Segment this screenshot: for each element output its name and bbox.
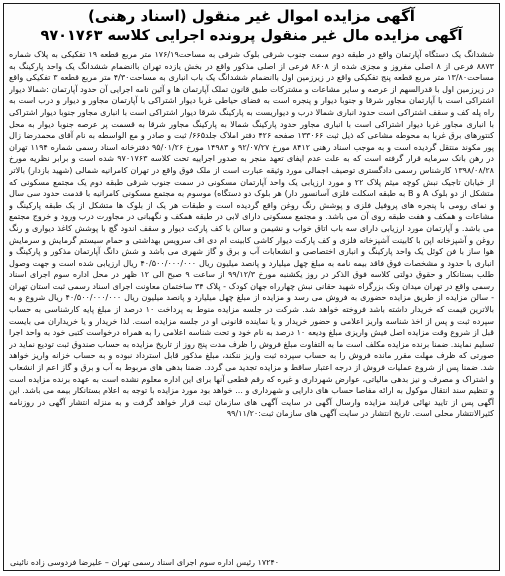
notice-body: ششدانگ یک دستگاه آپارتمان واقع در طبقه دوم سمت جنوب شرقی بلوک شرقی به مساحت۱۷۶/۱۹ متر مربع قطعه ۱۹ تفکیکی به پلاک شماره ۸۸۷۳ فرعی از ۸ اصلی مفروز و مجزی شده از ۸۶۰۸ فرعی از اصلی مذکور واقع در بخش یازده تهران باانضمام ششدانگ یک واحد پارکینگ به مساحت۱۳/۸۰ متر مربع قطعه پنج تفکیکی واقع در زیرزمین اول باانضمام ششدانگ یک باب انباری به مساحت۴/۳۰ متر مربع قطعه ۳ تفکیکی واقع در زیرزمین اول با قدرالسهم از عرصه و سایر مشاعات و مشترکات طبق قانون تملک آپارتمان ها و آئین نامه اجرایی آن حدود آپارتمان :شمالا دیوار اشتراکی است با آپارتمان مجاور شرقا و جنوبا دیوار و پنجره است به فضای حیاطی غربا دیوار اشتراکی با آپارتمان مجاور و دیوار و درب است به راه پله کف و سقف اشتراکی است حدود انباری شمالا درب و دیواریست به پارکینگ شرقا دیوار اشتراکی است با انباری مجاور جنوبا دیوار اشتراکی با انباری مجاور غربا دیوار اشتراکی است با انباری مجاور حدود پارکینگ شمالا به پارکینگ مجاور شرقا به قسمت پر عرصه جنوبا دیوار به محل کنتورهای برق غربا به محوطه مشاعی که ذیل ثبت ۱۳۳۰۶۶ صفحه ۴۲۶ دفتر املاک جلد۶۶۵/ ثبت و صادر و مع الواسطه به نام آقای محمدرضا زال پور مکوند منتقل گردیده است و به موجب اسناد رهنی ۸۴۱۲ مورخ ۹۲/۰۷/۲۷ و ۱۴۹۸۳ مورخ ۹۵/۰۱/۲۶ دفترخانه اسناد رسمی شماره ۱۱۹۴ تهران در رهن بانک سرمایه قرار گرفته است که به علت عدم ایفای تعهد منجر به صدور اجراییه تحت کلاسه ۹۷۰۱۷۶۳ شده است و برابر نظریه مورخ ۱۳۹۸/۰۸/۲۸ کارشناس رسمی دادگستری توصیف اجمالی مورد وثیقه عبارت است از ملک فوق واقع در تهران کامرانیه شمالی (شهید بازدار) بالاتر از خیابان تاجیک نبش کوچه میثم پلاک ۲۲ و مورد ارزیابی یک واحد آپارتمان مسکونی در سمت جنوب شرقی طبقه دوم یک مجتمع مسکونی که متشکل از دو بلوک A و B به طبقه اسکلت فلزی آسانسور دار) هر بلوک دو دستگاه) موسوم به مجتمع مسکونی کامرانیه با قدمت حدود سی سال و نمای رومی با پنجره های پروفیل فلزی و پوشش رنگ روغن واقع گردیده است و طبقات هر یک از بلوک ها متشکل از یک طبقه پارکینگ و مشاعات و همکف و هفت طبقه روی آن می باشد. و مجتمع مسکونی دارای لابی در طبقه همکف و نگهبانی در مجاورت درب ورود و خروج مجتمع می باشد. و آپارتمان مورد ارزیابی دارای سه باب اتاق خواب و نشیمن و سالن با کف پارکت دیوار و سقف اندود گچ با پوشش کاغذ دیواری و رنگ روغن و آشپزخانه اپن با کابینت آشپزخانه فلزی و کف پارکت دیوار کاشی کابینت ام دی اف سرویس بهداشتی و حمام سیستم گرمایش و سرمایش هوا ساز با فن کوئل یک واحد پارکینگ و انباری اختصاصی و انشعابات آب و برق و گاز شهری می باشد و شش دانگ آپارتمان مذکور و پارکینگ و انباری با حدود و مشخصات فوق فاقد بیمه نامه به مبلغ چهل میلیارد و پانصد میلیون ریال ۴۰/۵۰۰/۰۰۰/۰۰۰ ریال ارزیابی شده است و جهت وصول طلب بستانکار و حقوق دولتی کلاسه فوق الذکر در روز یکشنبه مورخ ۹۹/۱۲/۳ از ساعت ۹ صبح الی ۱۲ ظهر در محل اداره سوم اجرای اسناد رسمی واقع در تهران میدان ونک بزرگراه شهید حقانی نبش چهارراه جهان کودک - پلاک ۳۴ ساختمان معاونت اجرای اسناد رسمی ثبت استان تهران - سالن مزایده از طریق مزایده حضوری به فروش می رسد و مزایده از مبلغ چهل میلیارد و پانصد میلیون ریال ۴۰/۵۰۰/۰۰۰/۰۰۰ ریال شروع و به بالاترین قیمت که خریدار داشته باشد فروخته خواهد شد. شرکت در جلسه مزایده منوط به پرداخت ۱۰ درصد از مبلغ پایه کارشناسی به حساب سپرده ثبت و پس از اخذ شناسه واریز اعلامی و حضور خریدار و یا نماینده قانونی او در جلسه مزایده است. لذا خریدار و یا خریداران می بایست قبل از شروع وقت مزایده اصل فیش واریزی مبلغ ودیعه ۱۰ درصد به نام خود و تحت شناسه اعلامی را به همراه درخواست کتبی خود به واحد اجرا تسلیم نمایند. ضمنا برنده مزایده مکلف است ما به التفاوت مبلغ فروش را ظرف مدت پنج روز از تاریخ مزایده به حساب صندوق ثبت تودیع نماید در صورتی که ظرف مهلت مقرر مانده فروش را به حساب سپرده ثبت واریز ننکند، مبلغ مذکور قابل استرداد نبوده و به حساب خزانه واریز خواهد شد. ضمنا پس از شروع عملیات فروش از درجه اعتبار ساقط و مزایده تجدید می گردد. ضمنا بدهی های مربوط به آب و برق و گاز اعم از انشعاب و اشتراک و مصرف و نیز بدهی مالیاتی، عوارض شهرداری و غیره که رقم قطعی آنها برای این اداره معلوم نشده است به عهده برنده مزایده است و تنظیم سند انتقال موکول به ارائه مفاصا حساب های دارایی و شهرداری و ... خواهد بود مورد مزایده با توجه به اعلام بستانکار بیمه می باشد. این آگهی پس از تایید نهائی فرایند مزایده وارسال آگهی در سایت آگهی های سازمان ثبت قرار خواهد گرفت و به منزله انتشار آگهی در روزنامه کثیرالانتشار محلی است. تاریخ انتشار در سایت آگهی های سازمان ثبت:۹۹/۱۱/۲۰: [9, 50, 494, 419]
notice-subtitle: آگهی مزایده مال غیر منقول پرونده اجرایی کلاسه ۹۷۰۱۷۶۳: [40, 28, 463, 44]
notice-title: آگهی مزایده اموال غیر منقول (اسناد رهنی): [88, 7, 415, 25]
auction-notice: [3, 3, 500, 571]
notice-footer: ۱۷۲۴۰ رئیس اداره سوم اجرای اسناد رسمی تهران – علیرضا فردوسی زاده نائینی: [10, 558, 279, 567]
